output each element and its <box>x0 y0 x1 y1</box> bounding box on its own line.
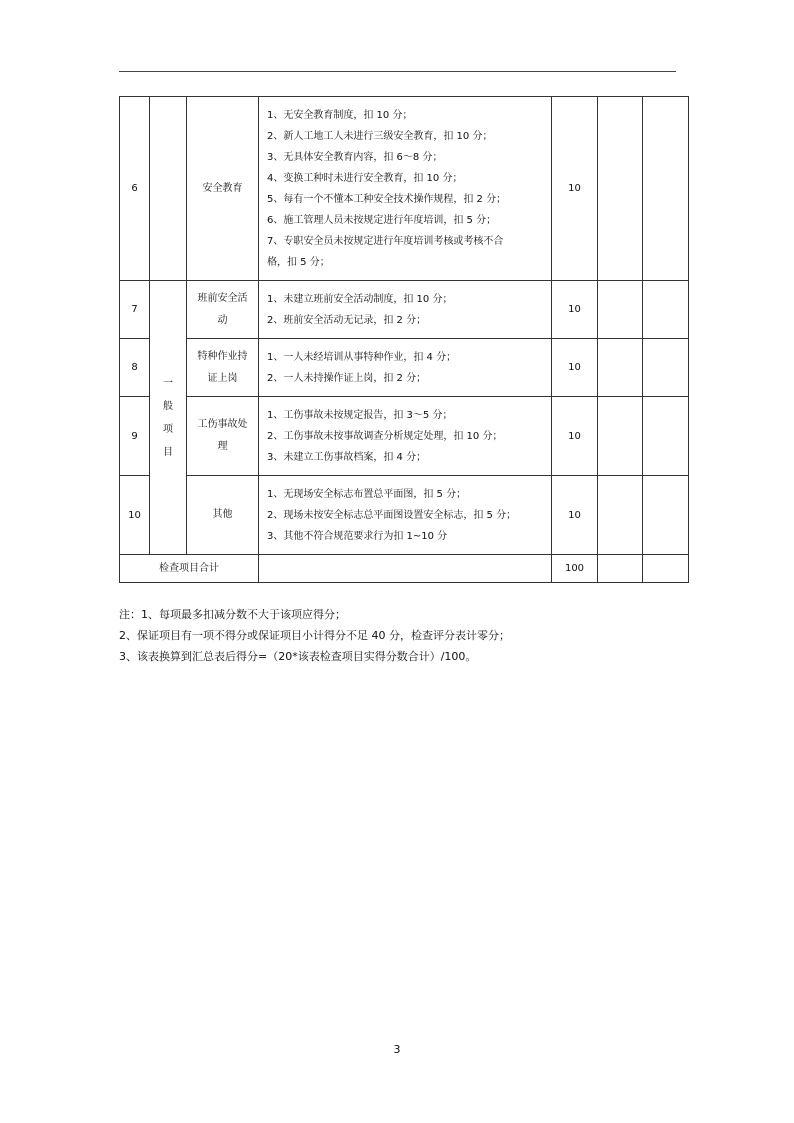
item-name-cell <box>187 97 259 281</box>
actual-score-cell <box>643 339 689 397</box>
rule-line: 1、无现场安全标志布置总平面图，扣 5 分； <box>267 488 467 500</box>
max-score: 10 <box>552 339 598 397</box>
actual-score-cell <box>643 281 689 339</box>
item-name: 特种作业持证上岗 <box>197 350 248 384</box>
table-row <box>120 339 689 397</box>
page-number: 3 <box>393 1043 401 1056</box>
rule-line: 1、未建立班前安全活动制度，扣 10 分； <box>267 293 453 305</box>
rule-line: 2、工伤事故未按事故调查分析规定处理，扣 10 分； <box>267 430 503 442</box>
row-number: 9 <box>120 397 150 476</box>
actual-score-cell <box>643 476 689 555</box>
rule-line: 3、其他不符合规范要求行为扣 1~10 分 <box>267 530 448 542</box>
deduction-rules <box>259 476 552 555</box>
rule-line: 3、未建立工伤事故档案，扣 4 分； <box>267 451 427 463</box>
table-row <box>120 97 689 281</box>
item-name: 班前安全活动 <box>197 292 248 326</box>
rule-line: 7、专职安全员未按规定进行年度培训考核或考核不合 <box>267 235 504 247</box>
rule-line: 2、现场未按安全标志总平面图设置安全标志，扣 5 分； <box>267 509 517 521</box>
deducted-score-cell <box>598 339 643 397</box>
max-score: 10 <box>552 281 598 339</box>
note-line: 3、该表换算到汇总表后得分=（20*该表检查项目实得分数合计）/100。 <box>119 650 477 663</box>
rule-line: 2、一人未持操作证上岗，扣 2 分； <box>267 372 427 384</box>
max-score: 10 <box>552 397 598 476</box>
actual-score-cell <box>643 97 689 281</box>
note-line: 2、保证项目有一项不得分或保证项目小计得分不足 40 分，检查评分表计零分； <box>119 629 510 642</box>
item-name: 其他 <box>212 509 233 520</box>
category-cell-upper <box>150 97 187 281</box>
item-name-cell <box>187 281 259 339</box>
max-score: 10 <box>552 476 598 555</box>
total-score: 100 <box>552 555 598 583</box>
table-row <box>120 397 689 476</box>
item-name: 安全教育 <box>202 182 243 194</box>
note-line: 注：1、每项最多扣减分数不大于该项应得分； <box>119 608 346 621</box>
row-number: 8 <box>120 339 150 397</box>
actual-score-cell <box>643 555 689 583</box>
deduction-rules <box>259 339 552 397</box>
notes <box>119 604 510 667</box>
table-row <box>120 281 689 339</box>
category-cell <box>150 281 187 555</box>
total-empty-cell <box>259 555 552 583</box>
deducted-score-cell <box>598 397 643 476</box>
deduction-rules <box>259 397 552 476</box>
deducted-score-cell <box>598 476 643 555</box>
total-label: 检查项目合计 <box>120 555 259 583</box>
inspection-score-table <box>119 96 689 583</box>
rule-line: 2、新人工地工人未进行三级安全教育，扣 10 分； <box>267 130 493 142</box>
rule-line: 格，扣 5 分； <box>267 256 330 268</box>
actual-score-cell <box>643 397 689 476</box>
deducted-score-cell <box>598 281 643 339</box>
rule-line: 1、工伤事故未按规定报告，扣 3～5 分； <box>267 409 453 421</box>
rule-line: 6、施工管理人员未按规定进行年度培训，扣 5 分； <box>267 214 497 226</box>
max-score: 10 <box>552 97 598 281</box>
category-label: 一 般 项 目 <box>163 377 173 458</box>
rule-line: 5、每有一个不懂本工种安全技术操作规程，扣 2 分； <box>267 193 507 205</box>
deduction-rules <box>259 281 552 339</box>
table-row <box>120 476 689 555</box>
rule-line: 4、变换工种时未进行安全教育，扣 10 分； <box>267 172 463 184</box>
row-number: 10 <box>120 476 150 555</box>
item-name-cell <box>187 397 259 476</box>
item-name-cell <box>187 339 259 397</box>
item-name-cell <box>187 476 259 555</box>
header-rule <box>119 71 676 72</box>
deduction-rules <box>259 97 552 281</box>
rule-line: 1、一人未经培训从事特种作业，扣 4 分； <box>267 351 457 363</box>
total-row <box>120 555 689 583</box>
row-number: 7 <box>120 281 150 339</box>
deducted-score-cell <box>598 555 643 583</box>
item-name: 工伤事故处理 <box>197 419 248 452</box>
rule-line: 2、班前安全活动无记录，扣 2 分； <box>267 314 427 326</box>
rule-line: 1、无安全教育制度，扣 10 分； <box>267 109 413 121</box>
rule-line: 3、无具体安全教育内容，扣 6～8 分； <box>267 151 443 163</box>
row-number: 6 <box>120 97 150 281</box>
deducted-score-cell <box>598 97 643 281</box>
